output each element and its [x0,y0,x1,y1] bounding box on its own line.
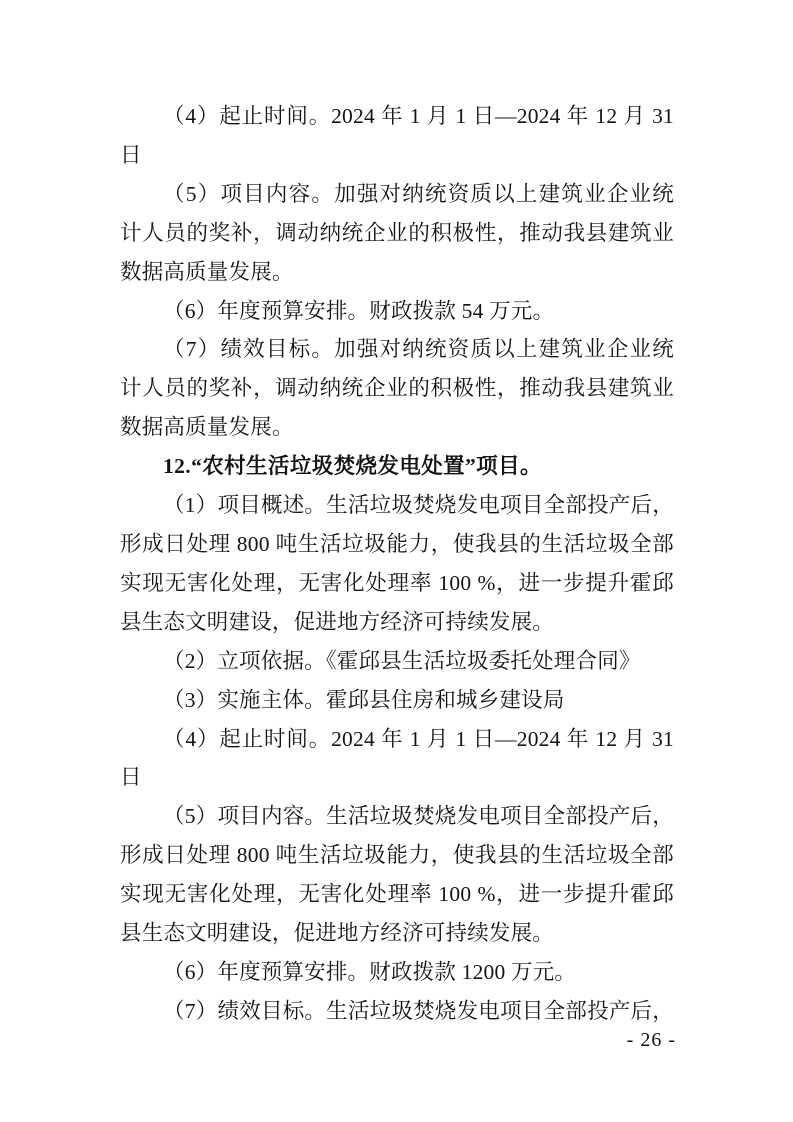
line-p12-item1-wrap-3: 县生态文明建设，促进地方经济可持续发展。 [120,609,555,634]
line-p12-item3-implementer: （3）实施主体。霍邱县住房和城乡建设局 [163,687,565,712]
line-p12-item4-start-end-time: （4）起止时间。2024 年 1 月 1 日—2024 年 12 月 31 [163,726,674,751]
line-item5-wrap-1: 计人员的奖补，调动纳统企业的积极性，推动我县建筑业 [120,220,674,245]
line-item6-budget: （6）年度预算安排。财政拨款 54 万元。 [163,298,555,323]
line-p12-item6-budget: （6）年度预算安排。财政拨款 1200 万元。 [163,959,577,984]
line-item4-start-end-time: （4）起止时间。2024 年 1 月 1 日—2024 年 12 月 31 [163,104,674,128]
line-item5-wrap-2: 数据高质量发展。 [120,259,294,284]
line-item7-wrap-2: 数据高质量发展。 [120,415,294,440]
line-p12-item5-project-content: （5）项目内容。生活垃圾焚烧发电项目全部投产后， [163,804,674,829]
line-p12-item2-basis: （2）立项依据。《霍邱县生活垃圾委托处理合同》 [163,648,641,673]
line-item7-wrap-1: 计人员的奖补，调动纳统企业的积极性，推动我县建筑业 [120,376,674,401]
page-number: - 26 - [626,1029,676,1051]
line-p12-item5-wrap-2: 实现无害化处理，无害化处理率 100 %，进一步提升霍邱 [120,882,674,907]
document-body [120,97,674,1031]
line-p12-item5-wrap-3: 县生态文明建设，促进地方经济可持续发展。 [120,921,555,946]
line-p12-item1-wrap-1: 形成日处理 800 吨生活垃圾能力，使我县的生活垃圾全部 [120,531,674,556]
line-p12-item1-wrap-2: 实现无害化处理，无害化处理率 100 %，进一步提升霍邱 [120,570,674,595]
heading-project-12: 12.“农村生活垃圾焚烧发电处置”项目。 [163,454,542,479]
line-p12-item1-overview: （1）项目概述。生活垃圾焚烧发电项目全部投产后， [163,493,674,518]
line-item5-project-content: （5）项目内容。加强对纳统资质以上建筑业企业统 [163,181,674,206]
line-item7-performance-goal: （7）绩效目标。加强对纳统资质以上建筑业企业统 [163,337,674,362]
line-p12-item5-wrap-1: 形成日处理 800 吨生活垃圾能力，使我县的生活垃圾全部 [120,843,674,868]
line-p12-item4-wrap: 日 [120,765,142,790]
line-p12-item7-performance-goal: （7）绩效目标。生活垃圾焚烧发电项目全部投产后， [163,998,674,1023]
line-item4-wrap: 日 [120,142,142,167]
